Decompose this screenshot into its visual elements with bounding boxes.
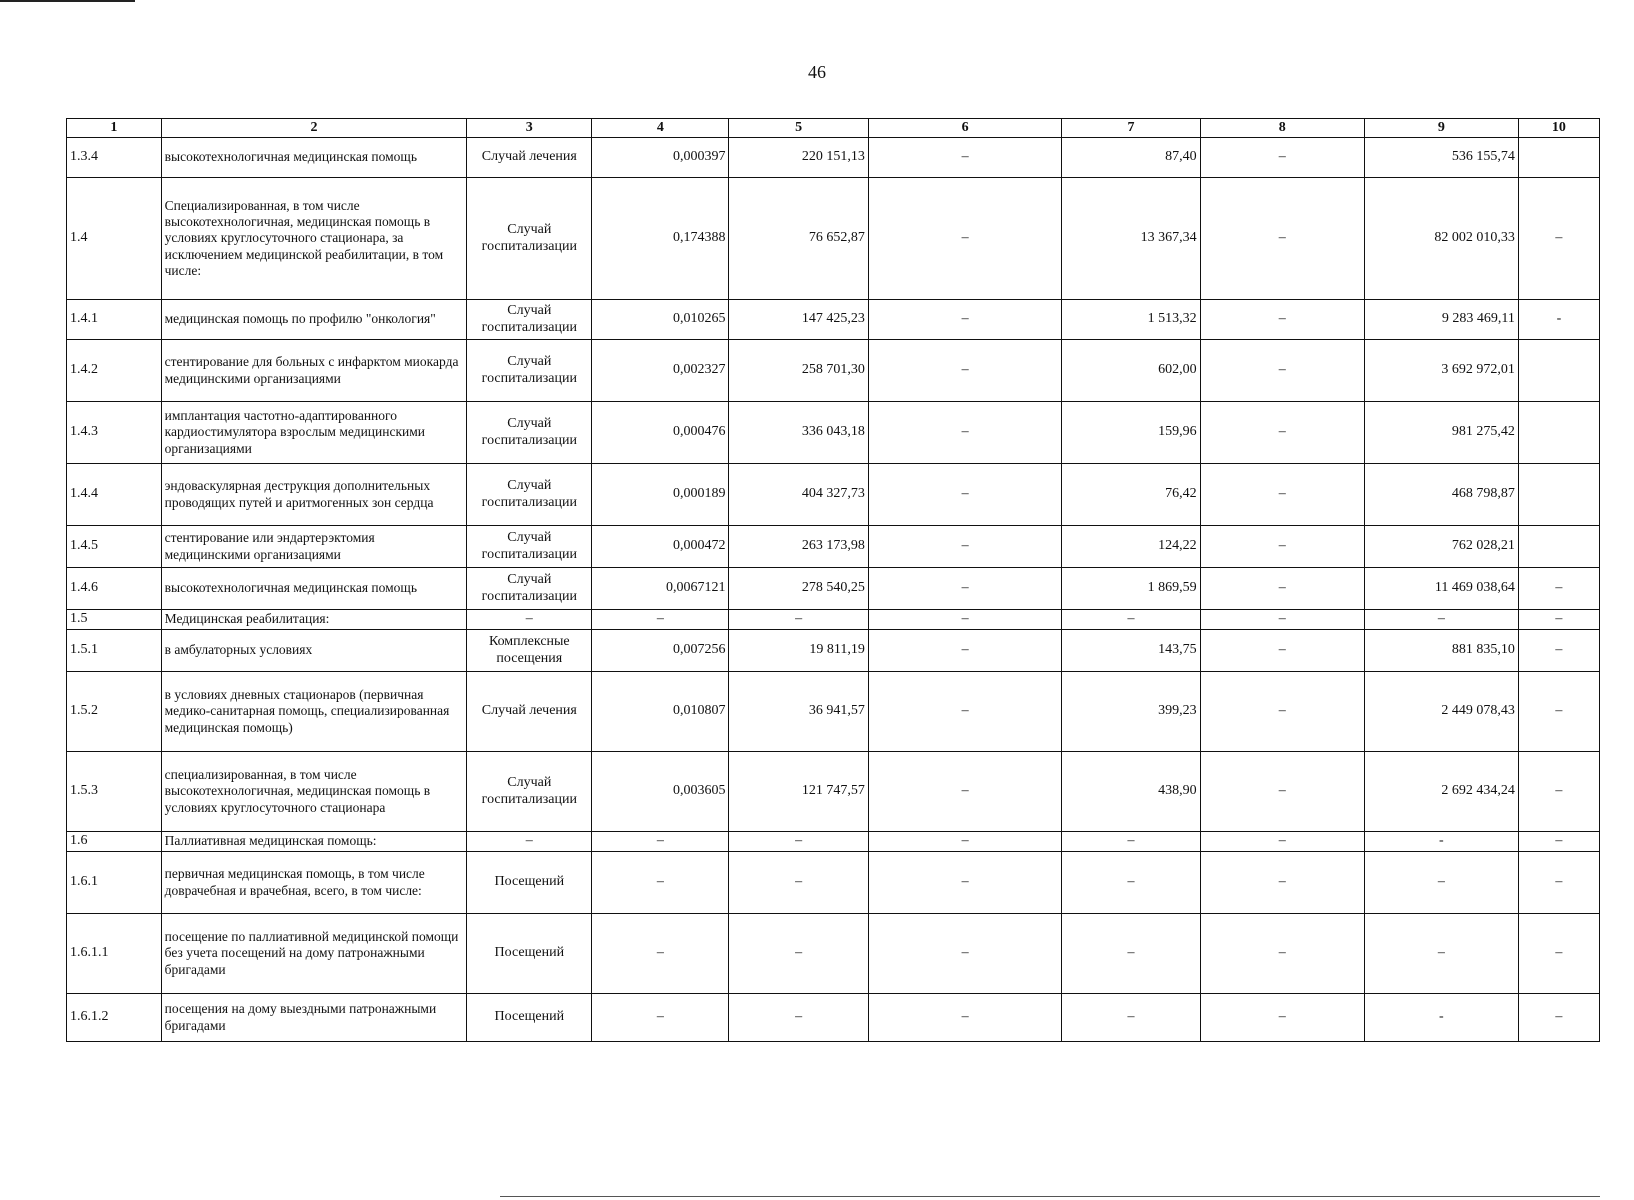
table-cell-col2: первичная медицинская помощь, в том числе доврачебная и врачебная, всего, в том числе: <box>161 852 467 914</box>
col-header-3: 3 <box>467 119 592 138</box>
table-cell-col8: – <box>1200 832 1364 852</box>
table-cell-col1: 1.5.2 <box>67 672 162 752</box>
table-cell-col5: – <box>729 610 868 630</box>
table-cell-col5: – <box>729 994 868 1042</box>
table-cell-col4: 0,000472 <box>592 526 729 568</box>
scan-artifact-line <box>0 0 135 2</box>
table-cell-col4: 0,000397 <box>592 138 729 178</box>
table-row <box>67 178 1600 300</box>
table-cell-col9: – <box>1364 914 1518 994</box>
table-cell-col8: – <box>1200 464 1364 526</box>
table-cell-col6: – <box>868 300 1061 340</box>
table-cell-col4: 0,000476 <box>592 402 729 464</box>
table-cell-col8: – <box>1200 752 1364 832</box>
table-cell-col9: - <box>1364 832 1518 852</box>
table-cell-col2: в амбулаторных условиях <box>161 630 467 672</box>
table-cell-col6: – <box>868 568 1061 610</box>
table-cell-col1: 1.4.6 <box>67 568 162 610</box>
table-cell-col3: Случай госпитализации <box>467 178 592 300</box>
table-cell-col7: 143,75 <box>1062 630 1200 672</box>
table-cell-col5: – <box>729 914 868 994</box>
table-cell-col7: 124,22 <box>1062 526 1200 568</box>
table-cell-col10: – <box>1518 914 1599 994</box>
table-cell-col5: 147 425,23 <box>729 300 868 340</box>
table-cell-col10: – <box>1518 672 1599 752</box>
table-cell-col6: – <box>868 832 1061 852</box>
table-cell-col4: 0,0067121 <box>592 568 729 610</box>
table-cell-col3: Комплексные посещения <box>467 630 592 672</box>
table-cell-col10: – <box>1518 832 1599 852</box>
table-cell-col9: 2 449 078,43 <box>1364 672 1518 752</box>
scan-artifact-bottom-line <box>500 1196 1600 1197</box>
table-cell-col5: – <box>729 832 868 852</box>
table-cell-col8: – <box>1200 852 1364 914</box>
col-header-9: 9 <box>1364 119 1518 138</box>
table-row <box>67 526 1600 568</box>
table-cell-col4: 0,010807 <box>592 672 729 752</box>
table-cell-col7: – <box>1062 610 1200 630</box>
table-row <box>67 914 1600 994</box>
table-cell-col10: – <box>1518 752 1599 832</box>
table-cell-col2: высокотехнологичная медицинская помощь <box>161 568 467 610</box>
data-table <box>66 118 1600 1042</box>
table-cell-col2: медицинская помощь по профилю "онкология" <box>161 300 467 340</box>
table-cell-col1: 1.4 <box>67 178 162 300</box>
table-cell-col8: – <box>1200 402 1364 464</box>
table-cell-col4: – <box>592 832 729 852</box>
table-cell-col8: – <box>1200 630 1364 672</box>
page-number: 46 <box>808 62 826 82</box>
table-cell-col3: Случай госпитализации <box>467 568 592 610</box>
table-cell-col4: – <box>592 852 729 914</box>
table-cell-col8: – <box>1200 300 1364 340</box>
col-header-4: 4 <box>592 119 729 138</box>
table-cell-col1: 1.5.3 <box>67 752 162 832</box>
table-cell-col1: 1.6.1.1 <box>67 914 162 994</box>
table-row <box>67 300 1600 340</box>
table-cell-col9: - <box>1364 994 1518 1042</box>
table-cell-col7: 399,23 <box>1062 672 1200 752</box>
table-cell-col4: 0,002327 <box>592 340 729 402</box>
table-cell-col8: – <box>1200 138 1364 178</box>
table-cell-col8: – <box>1200 568 1364 610</box>
table-cell-col6: – <box>868 610 1061 630</box>
table-row <box>67 672 1600 752</box>
table-cell-col2: стентирование или эндартерэктомия медицинскими организациями <box>161 526 467 568</box>
table-cell-col10 <box>1518 526 1599 568</box>
table-cell-col7: – <box>1062 832 1200 852</box>
table-cell-col2: эндоваскулярная деструкция дополнительных проводящих путей и аритмогенных зон сердца <box>161 464 467 526</box>
table-cell-col2: Паллиативная медицинская помощь: <box>161 832 467 852</box>
table-cell-col8: – <box>1200 914 1364 994</box>
table-cell-col7: – <box>1062 994 1200 1042</box>
table-cell-col1: 1.4.3 <box>67 402 162 464</box>
table-cell-col4: – <box>592 994 729 1042</box>
table-cell-col9: 82 002 010,33 <box>1364 178 1518 300</box>
table-cell-col6: – <box>868 914 1061 994</box>
table-cell-col10: - <box>1518 300 1599 340</box>
table-cell-col7: 438,90 <box>1062 752 1200 832</box>
header-row <box>67 119 1600 138</box>
table-cell-col6: – <box>868 752 1061 832</box>
table-cell-col6: – <box>868 178 1061 300</box>
table-cell-col6: – <box>868 464 1061 526</box>
table-cell-col2: посещения на дому выездными патронажными бригадами <box>161 994 467 1042</box>
table-cell-col9: 981 275,42 <box>1364 402 1518 464</box>
table-cell-col3: – <box>467 610 592 630</box>
col-header-5: 5 <box>729 119 868 138</box>
table-cell-col1: 1.4.1 <box>67 300 162 340</box>
table-cell-col9: 11 469 038,64 <box>1364 568 1518 610</box>
col-header-10: 10 <box>1518 119 1599 138</box>
table-cell-col4: 0,007256 <box>592 630 729 672</box>
table-cell-col5: 19 811,19 <box>729 630 868 672</box>
table-cell-col1: 1.6 <box>67 832 162 852</box>
table-cell-col9: 2 692 434,24 <box>1364 752 1518 832</box>
table-cell-col5: 36 941,57 <box>729 672 868 752</box>
table-cell-col3: Случай госпитализации <box>467 300 592 340</box>
table-cell-col2: посещение по паллиативной медицинской помощи без учета посещений на дому патронажными бригадами <box>161 914 467 994</box>
table-row <box>67 994 1600 1042</box>
table-cell-col7: 1 513,32 <box>1062 300 1200 340</box>
table-cell-col3: – <box>467 832 592 852</box>
table-cell-col8: – <box>1200 526 1364 568</box>
table-cell-col7: 602,00 <box>1062 340 1200 402</box>
table-cell-col9: 468 798,87 <box>1364 464 1518 526</box>
table-cell-col6: – <box>868 852 1061 914</box>
table-cell-col6: – <box>868 672 1061 752</box>
table-cell-col4: 0,174388 <box>592 178 729 300</box>
table-cell-col5: 121 747,57 <box>729 752 868 832</box>
col-header-1: 1 <box>67 119 162 138</box>
table-cell-col7: 87,40 <box>1062 138 1200 178</box>
table-cell-col10: – <box>1518 852 1599 914</box>
table-cell-col6: – <box>868 526 1061 568</box>
table-cell-col4: 0,003605 <box>592 752 729 832</box>
table-cell-col10 <box>1518 340 1599 402</box>
table-cell-col7: 13 367,34 <box>1062 178 1200 300</box>
table-cell-col2: стентирование для больных с инфарктом миокарда медицинскими организациями <box>161 340 467 402</box>
table-cell-col3: Посещений <box>467 994 592 1042</box>
table-cell-col4: – <box>592 610 729 630</box>
table-cell-col9: 762 028,21 <box>1364 526 1518 568</box>
table-row <box>67 610 1600 630</box>
table-cell-col1: 1.3.4 <box>67 138 162 178</box>
table-cell-col7: 159,96 <box>1062 402 1200 464</box>
table-cell-col10: – <box>1518 610 1599 630</box>
table-cell-col2: высокотехнологичная медицинская помощь <box>161 138 467 178</box>
table-cell-col6: – <box>868 994 1061 1042</box>
table-cell-col4: – <box>592 914 729 994</box>
table-cell-col7: – <box>1062 852 1200 914</box>
table-cell-col1: 1.4.4 <box>67 464 162 526</box>
col-header-6: 6 <box>868 119 1061 138</box>
table-cell-col2: в условиях дневных стационаров (первичная медико-санитарная помощь, специализированная медицинская помощь) <box>161 672 467 752</box>
table-cell-col3: Случай госпитализации <box>467 464 592 526</box>
table-cell-col1: 1.6.1.2 <box>67 994 162 1042</box>
table-cell-col3: Посещений <box>467 914 592 994</box>
table-cell-col5: 278 540,25 <box>729 568 868 610</box>
table-row <box>67 340 1600 402</box>
table-cell-col2: Специализированная, в том числе высокотехнологичная, медицинская помощь в условиях круглосуточного стационара, за исключением медицинской реабилитации, в том числе: <box>161 178 467 300</box>
table-cell-col8: – <box>1200 610 1364 630</box>
table-cell-col5: 336 043,18 <box>729 402 868 464</box>
table-cell-col6: – <box>868 630 1061 672</box>
table-cell-col10: – <box>1518 568 1599 610</box>
table-cell-col8: – <box>1200 672 1364 752</box>
table-cell-col5: 76 652,87 <box>729 178 868 300</box>
table-cell-col8: – <box>1200 340 1364 402</box>
table-cell-col6: – <box>868 138 1061 178</box>
table-cell-col10 <box>1518 464 1599 526</box>
table-cell-col5: 258 701,30 <box>729 340 868 402</box>
col-header-2: 2 <box>161 119 467 138</box>
table-cell-col1: 1.5.1 <box>67 630 162 672</box>
table-cell-col9: 536 155,74 <box>1364 138 1518 178</box>
table-cell-col5: 220 151,13 <box>729 138 868 178</box>
table-cell-col10: – <box>1518 178 1599 300</box>
table-row <box>67 852 1600 914</box>
table-cell-col9: – <box>1364 852 1518 914</box>
table-cell-col1: 1.5 <box>67 610 162 630</box>
table-cell-col3: Случай госпитализации <box>467 752 592 832</box>
table-row <box>67 464 1600 526</box>
table-cell-col7: 1 869,59 <box>1062 568 1200 610</box>
table-cell-col3: Случай госпитализации <box>467 340 592 402</box>
table-row <box>67 138 1600 178</box>
table-cell-col7: – <box>1062 914 1200 994</box>
table-cell-col6: – <box>868 402 1061 464</box>
table-cell-col3: Случай госпитализации <box>467 402 592 464</box>
table-row <box>67 402 1600 464</box>
table-cell-col1: 1.4.2 <box>67 340 162 402</box>
table-row <box>67 832 1600 852</box>
table-cell-col9: – <box>1364 610 1518 630</box>
table-cell-col3: Случай лечения <box>467 138 592 178</box>
table-cell-col9: 881 835,10 <box>1364 630 1518 672</box>
table-cell-col10 <box>1518 402 1599 464</box>
table-cell-col2: специализированная, в том числе высокотехнологичная, медицинская помощь в условиях круглосуточного стационара <box>161 752 467 832</box>
table-cell-col10: – <box>1518 994 1599 1042</box>
table-cell-col1: 1.6.1 <box>67 852 162 914</box>
table-cell-col8: – <box>1200 178 1364 300</box>
table-cell-col9: 3 692 972,01 <box>1364 340 1518 402</box>
table-cell-col3: Посещений <box>467 852 592 914</box>
col-header-8: 8 <box>1200 119 1364 138</box>
table-cell-col6: – <box>868 340 1061 402</box>
table-cell-col8: – <box>1200 994 1364 1042</box>
table-cell-col3: Случай лечения <box>467 672 592 752</box>
table-cell-col2: имплантация частотно-адаптированного кардиостимулятора взрослым медицинскими организациями <box>161 402 467 464</box>
table-row <box>67 630 1600 672</box>
col-header-7: 7 <box>1062 119 1200 138</box>
table-cell-col7: 76,42 <box>1062 464 1200 526</box>
table-cell-col4: 0,010265 <box>592 300 729 340</box>
table-row <box>67 752 1600 832</box>
table-cell-col9: 9 283 469,11 <box>1364 300 1518 340</box>
table-cell-col10 <box>1518 138 1599 178</box>
table-cell-col1: 1.4.5 <box>67 526 162 568</box>
table-cell-col2: Медицинская реабилитация: <box>161 610 467 630</box>
table-cell-col3: Случай госпитализации <box>467 526 592 568</box>
table-row <box>67 568 1600 610</box>
table-cell-col4: 0,000189 <box>592 464 729 526</box>
table-cell-col5: – <box>729 852 868 914</box>
table-cell-col5: 404 327,73 <box>729 464 868 526</box>
table-cell-col10: – <box>1518 630 1599 672</box>
table-cell-col5: 263 173,98 <box>729 526 868 568</box>
